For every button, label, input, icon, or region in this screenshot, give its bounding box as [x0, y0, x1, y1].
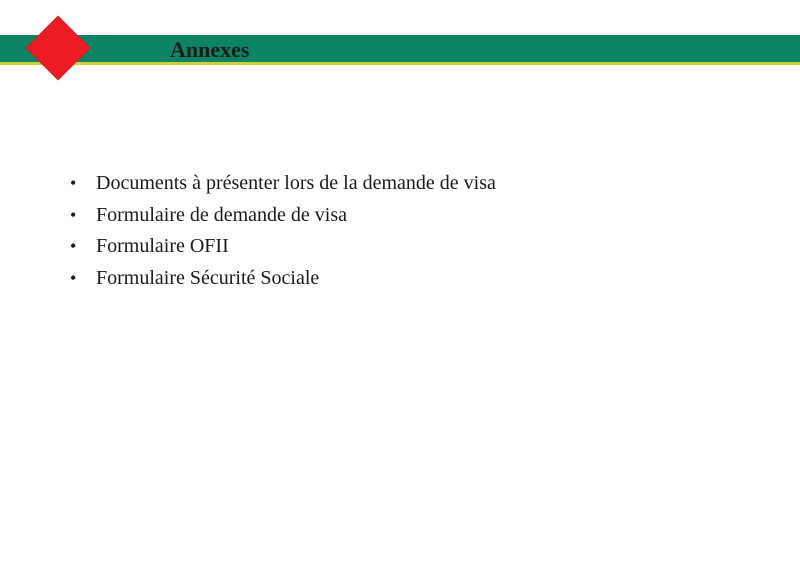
header-yellow-line — [0, 62, 800, 65]
red-diamond-logo — [27, 17, 89, 79]
bullet-icon: • — [70, 204, 77, 225]
bullet-item — [70, 168, 496, 200]
bullet-icon: • — [70, 173, 77, 193]
bullet-item — [70, 263, 496, 295]
bullet-text: Formulaire Sécurité Sociale — [96, 266, 320, 289]
bullet-item — [70, 231, 496, 263]
bullet-icon: • — [70, 267, 77, 288]
bullet-text: Documents à présenter lors de la demande de visa — [96, 172, 496, 194]
slide-title: Annexes — [170, 37, 250, 62]
bullet-list — [70, 168, 496, 294]
header-band — [0, 35, 800, 63]
bullet-text: Formulaire de demande de visa — [96, 203, 348, 226]
header-green-bar — [0, 35, 800, 62]
bullet-item — [70, 200, 496, 232]
bullet-text: Formulaire OFII — [96, 235, 229, 257]
bullet-icon: • — [70, 236, 77, 256]
